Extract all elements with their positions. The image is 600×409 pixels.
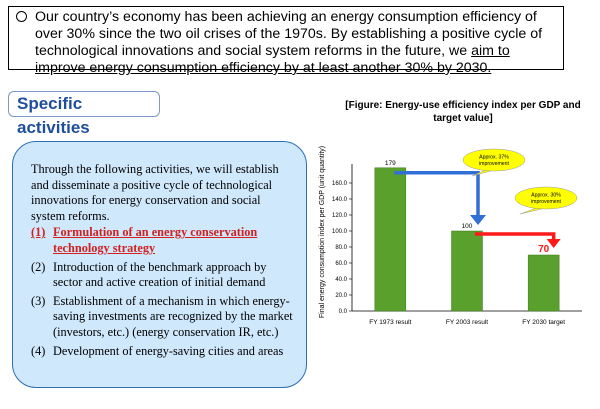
callout-improvement-2-text: improvement (531, 199, 561, 205)
bar-data-label: 100 (461, 223, 473, 230)
y-tick-label: 120.0 (331, 213, 347, 220)
bar (452, 231, 483, 311)
activity-number: (2) (31, 259, 46, 274)
improvement-arrow-2 (475, 234, 554, 241)
callout-improvement-1-text: Approx. 37% (479, 154, 509, 161)
x-category-label: FY 2030 target (522, 319, 566, 326)
y-tick-label: 80.0 (335, 245, 347, 252)
circle-bullet-icon (16, 11, 27, 22)
activity-number: (4) (31, 343, 46, 358)
y-tick-label: 140.0 (331, 197, 347, 204)
summary-box (8, 6, 564, 76)
y-tick-label: 100.0 (331, 229, 347, 236)
y-axis-label: Final energy consumption index per GDP (unit quantity) (319, 145, 326, 319)
y-tick-label: 60.0 (335, 261, 347, 268)
callout-improvement-1-text: improvement (479, 161, 509, 167)
specific-activities-heading: Specific activities (8, 91, 160, 117)
improvement-arrow-1 (394, 173, 478, 217)
y-tick-label: 40.0 (335, 277, 347, 284)
bar (528, 255, 559, 311)
y-tick-label: 0.0 (338, 309, 347, 316)
activities-intro: Through the following activities, we will establish and disseminate a positive cycle of technological innovations for energy conservation and social system reforms. (31, 162, 279, 223)
x-category-label: FY 1973 result (369, 319, 412, 326)
y-tick-label: 20.0 (335, 293, 347, 300)
activity-text: Formulation of an energy conservation technology strategy (53, 225, 258, 255)
summary-text: Our country’s economy has been achieving an energy consumption efficiency of over 30% since the two oil crises of the 1970s. By establishing a positive cycle of technological innovations and social system reforms in the future, we (35, 9, 543, 59)
callout-improvement-2-text: Approx. 30% (531, 192, 561, 199)
activity-item-3 (31, 294, 294, 341)
bar-data-label: 70 (538, 244, 550, 255)
activity-number: (3) (31, 293, 46, 308)
activities-box (12, 141, 307, 388)
y-tick-label: 160.0 (331, 181, 347, 188)
bar (375, 168, 406, 311)
activity-text: Introduction of the benchmark approach by sector and active creation of initial demand (53, 259, 267, 290)
bar-data-label: 179 (384, 159, 396, 167)
activity-item-1 (31, 225, 294, 256)
activity-item-4 (31, 344, 294, 360)
figure-title: [Figure: Energy-use efficiency index per GDP and target value] (345, 100, 581, 124)
activity-item-2 (31, 260, 294, 291)
activity-text: Development of energy-saving cities and areas (53, 343, 284, 358)
activity-text: Establishment of a mechanism in which energy-saving investments are recognized by the market (investors, etc.) (energy conservation IR, etc.) (53, 293, 293, 339)
activity-number: (1) (31, 225, 46, 240)
x-category-label: FY 2003 result (445, 319, 489, 326)
efficiency-bar-chart (312, 140, 592, 340)
summary-target-text: aim to improve energy consumption efficiency by at least another 30% by 2030. (35, 43, 510, 76)
